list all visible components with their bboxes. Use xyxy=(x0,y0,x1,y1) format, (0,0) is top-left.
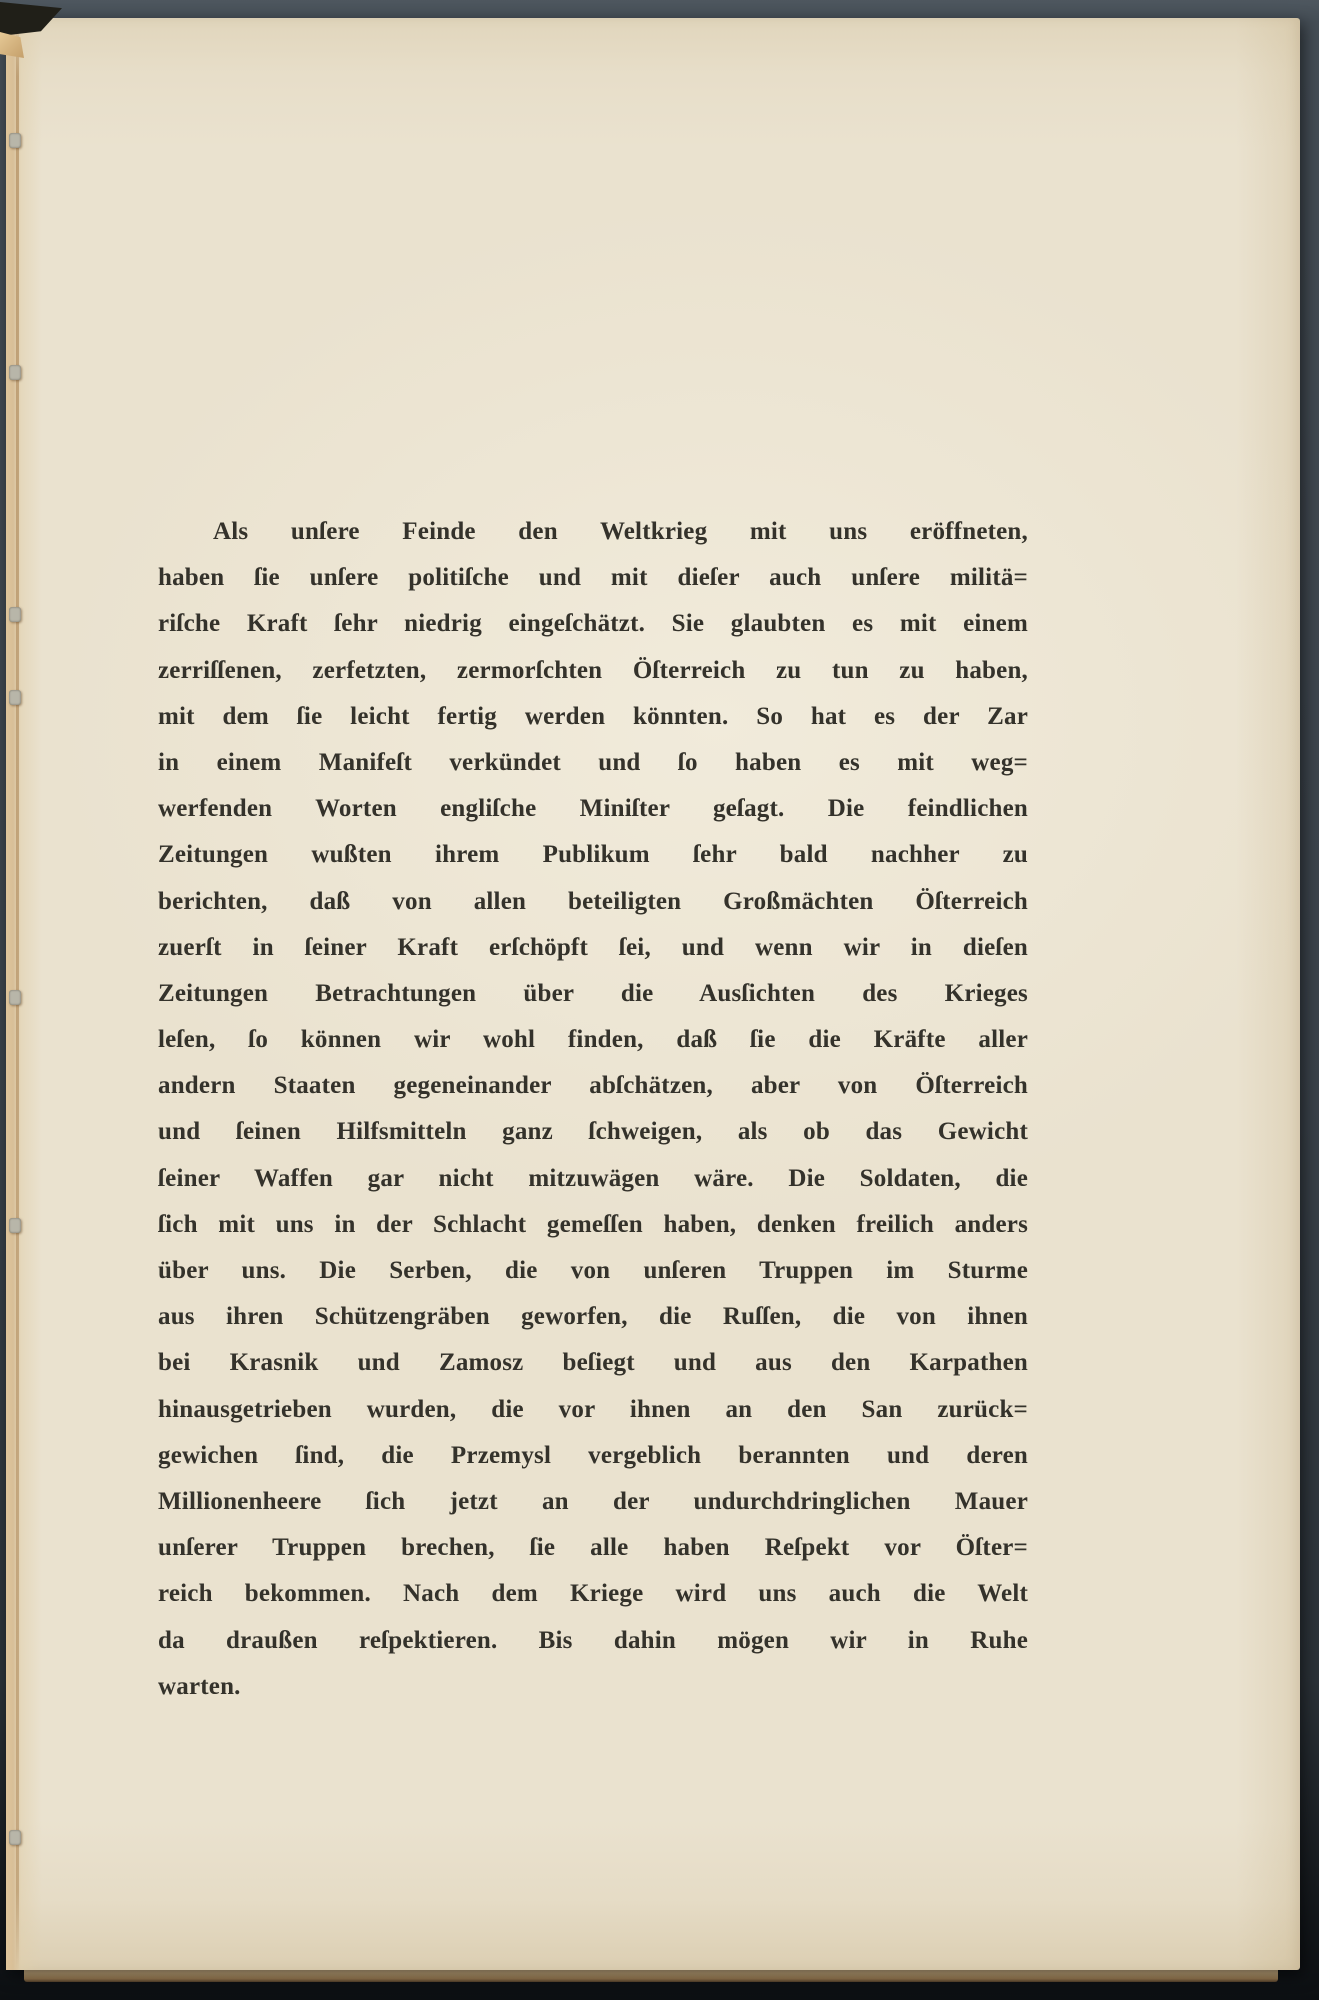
text-line: mit dem ſie leicht fertig werden könnten. So hat es der Zar xyxy=(158,702,1028,730)
text-line: gewichen ſind, die Przemysl vergeblich berannten und deren xyxy=(158,1441,1028,1469)
text-line: werfenden Worten engliſche Miniſter geſagt. Die feindlichen xyxy=(158,795,1028,823)
text-line: berichten, daß von allen beteiligten Großmächten Öſterreich xyxy=(158,887,1028,915)
text-line: zuerſt in ſeiner Kraft erſchöpft ſei, und wenn wir in dieſen xyxy=(158,933,1028,961)
text-line: andern Staaten gegeneinander abſchätzen, aber von Öſterreich xyxy=(158,1072,1028,1100)
text-line: Als unſere Feinde den Weltkrieg mit uns eröffneten, xyxy=(213,518,1028,545)
binding-stitch xyxy=(9,365,21,380)
binding-gutter xyxy=(6,18,42,1970)
text-line: ſeiner Waffen gar nicht mitzuwägen wäre. Die Soldaten, die xyxy=(158,1164,1028,1192)
book-page xyxy=(6,18,1300,1970)
page-text-block xyxy=(158,509,1028,1710)
text-line: leſen, ſo können wir wohl finden, daß ſie die Kräfte aller xyxy=(158,1026,1028,1054)
text-line: über uns. Die Serben, die von unſeren Truppen im Sturme xyxy=(158,1257,1028,1284)
binding-stitch xyxy=(9,690,21,705)
text-line: aus ihren Schützengräben geworfen, die Ruſſen, die von ihnen xyxy=(158,1303,1028,1331)
text-line: hinausgetrieben wurden, die vor ihnen an den San zurück= xyxy=(158,1395,1028,1423)
text-line: warten. xyxy=(158,1672,241,1700)
text-line: haben ſie unſere politiſche und mit dieſer auch unſere militä= xyxy=(158,564,1028,592)
text-line: zerriſſenen, zerfetzten, zermorſchten Öſterreich zu tun zu haben, xyxy=(158,656,1028,684)
text-line: riſche Kraft ſehr niedrig eingeſchätzt. Sie glaubten es mit einem xyxy=(158,610,1028,638)
binding-stitch xyxy=(9,990,21,1005)
text-line: und ſeinen Hilfsmitteln ganz ſchweigen, als ob das Gewicht xyxy=(158,1118,1028,1146)
text-line: Zeitungen wußten ihrem Publikum ſehr bald nachher zu xyxy=(158,841,1028,869)
text-line: ſich mit uns in der Schlacht gemeſſen haben, denken freilich anders xyxy=(158,1210,1028,1238)
binding-stitch xyxy=(9,1830,21,1845)
text-line: da draußen reſpektieren. Bis dahin mögen wir in Ruhe xyxy=(158,1626,1028,1654)
text-line: Millionenheere ſich jetzt an der undurchdringlichen Mauer xyxy=(158,1487,1028,1515)
text-line: bei Krasnik und Zamosz beſiegt und aus den Karpathen xyxy=(158,1349,1028,1377)
binding-stitch xyxy=(9,607,21,622)
binding-stitch xyxy=(9,133,21,148)
text-line: unſerer Truppen brechen, ſie alle haben Reſpekt vor Öſter= xyxy=(158,1534,1028,1562)
text-line: Zeitungen Betrachtungen über die Ausſichten des Krieges xyxy=(158,979,1028,1007)
text-line: reich bekommen. Nach dem Kriege wird uns auch die Welt xyxy=(158,1580,1028,1608)
binding-stitch xyxy=(9,1218,21,1233)
text-line: in einem Manifeſt verkündet und ſo haben es mit weg= xyxy=(158,748,1028,776)
